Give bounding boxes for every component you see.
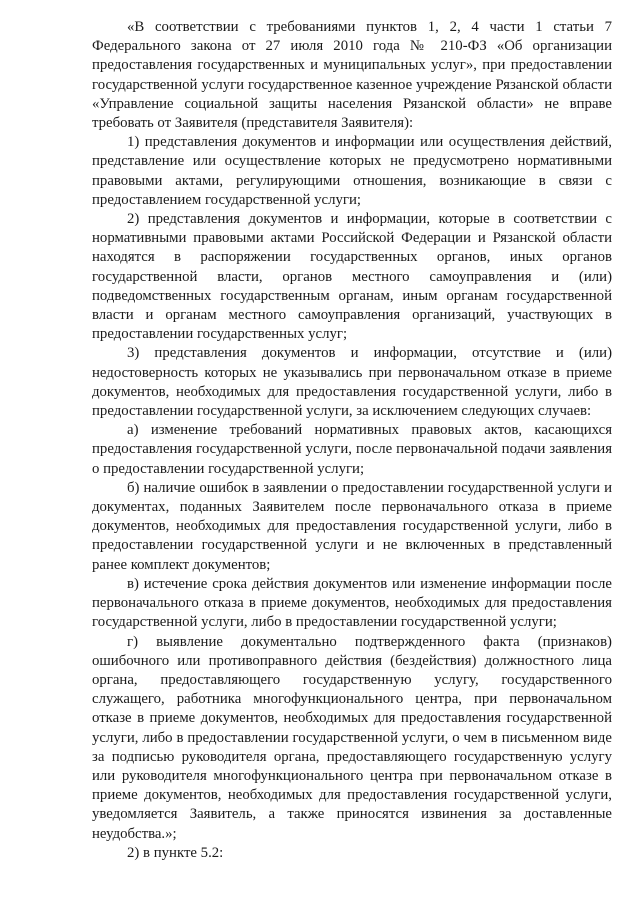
item-1-paragraph: 1) представления документов и информации или осуществления действий, представление или осуществление которых не предусмотрено нормативными правовыми актами, регулирующими отношения, возникающие в связи с предоставлением государственной услуги; [92, 134, 612, 208]
document-page [92, 18, 612, 863]
subitem-a-paragraph: а) изменение требований нормативных правовых актов, касающихся предоставления государственной услуги, после первоначальной подачи заявления о предоставлении государственной услуги; [92, 422, 612, 477]
point-5-2-paragraph: 2) в пункте 5.2: [127, 844, 224, 861]
subitem-v-paragraph: в) истечение срока действия документов или изменение информации после первоначального отказа в приеме документов, необходимых для предоставления государственной услуги, либо в предоставлении государственной услуги; [92, 575, 612, 631]
intro-paragraph: «В соответствии с требованиями пунктов 1, 2, 4 части 1 статьи 7 Федерального закона от 27 июля 2010 года № 210-ФЗ «Об организации предоставления государственных и муниципальных услуг», при предоставлении государственной услуги государственное казенное учреждение Рязанской области «Управление социальной защиты населения Рязанской области» не вправе требовать от Заявителя (представителя Заявителя): [92, 19, 612, 132]
item-2-paragraph: 2) представления документов и информации, которые в соответствии с нормативными правовыми актами Российской Федерации и Рязанской области находятся в распоряжении государственных органов, иных органов государственной власти, органов местного самоуправления и (или) подведомственных государственным органам, иным органам государственной власти и органам местного самоуправления организаций, участвующих в предоставлении государственных услуг; [92, 211, 612, 343]
item-3-paragraph: 3) представления документов и информации, отсутствие и (или) недостоверность которых не указывались при первоначальном отказе в приеме документов, необходимых для предоставления государственной услуги, либо в предоставлении государственной услуги, за исключением следующих случаев: [92, 345, 612, 420]
subitem-g-paragraph: г) выявление документально подтвержденного факта (признаков) ошибочного или противоправного действия (бездействия) должностного лица органа, предоставляющего государственную услугу, государственного служащего, работника многофункционального центра, при первоначальном отказе в приеме документов, необходимых для предоставления государственной услуги, либо в предоставлении государственной услуги, о чем в письменном виде за подписью руководителя органа, предоставляющего государственную услугу или руководителя многофункционального центра при первоначальном отказе в приеме документов, необходимых для предоставления государственной услуги, уведомляется Заявитель, а также приносятся извинения за доставленные неудобства.»; [92, 633, 612, 842]
subitem-b-paragraph: б) наличие ошибок в заявлении о предоставлении государственной услуги и документах, поданных Заявителем после первоначального отказа в приеме документов, необходимых для предоставления государственной услуги, либо в предоставлении государственной услуги и не включенных в представленный ранее комплект документов; [92, 479, 612, 573]
